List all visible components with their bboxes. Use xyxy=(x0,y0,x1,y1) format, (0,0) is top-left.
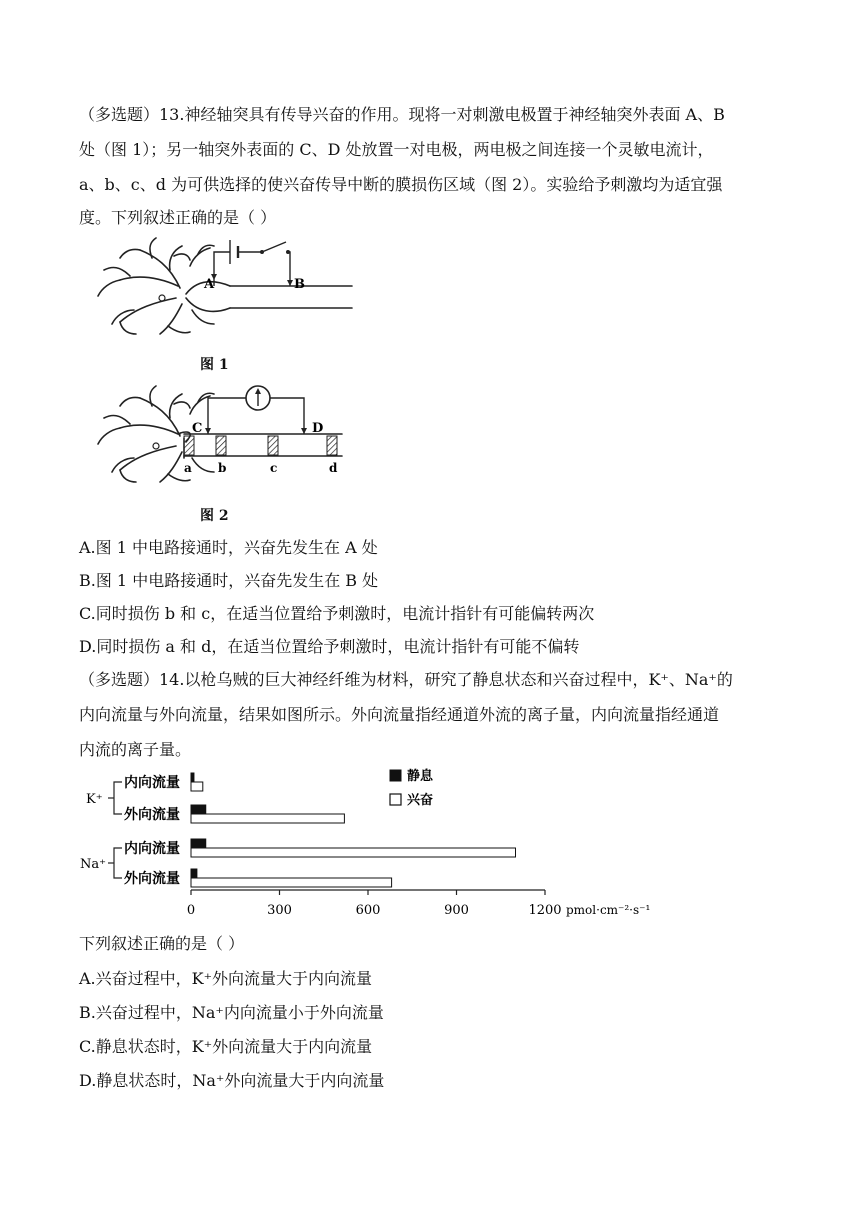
q13-option-c: C.同时损伤 b 和 c，在适当位置给予刺激时，电流计指针有可能偏转两次 xyxy=(79,604,595,623)
figure-1-label-a: A xyxy=(204,277,215,292)
figure-1-neuron-diagram xyxy=(90,236,360,341)
q14-option-d: D.静息状态时，Na⁺外向流量大于内向流量 xyxy=(79,1071,385,1090)
q14-question: 下列叙述正确的是（ ） xyxy=(79,934,245,953)
figure-2-label-c: C xyxy=(192,421,203,436)
x-tick-label-0: 0 xyxy=(186,903,196,918)
figure-1-caption: 图 1 xyxy=(200,357,229,373)
x-tick-label-1: 300 xyxy=(267,903,292,918)
q13-option-a: A.图 1 中电路接通时，兴奋先发生在 A 处 xyxy=(79,538,378,557)
q13-option-d: D.同时损伤 a 和 d，在适当位置给予刺激时，电流计指针有可能不偏转 xyxy=(79,637,580,656)
figure-2-neuron-diagram xyxy=(80,382,350,492)
figure-2-region-d: d xyxy=(329,461,338,475)
legend-swatch-excited xyxy=(390,794,401,805)
bar-resting-2 xyxy=(191,839,206,848)
q14-line-2: 内向流量与外向流量，结果如图所示。外向流量指经通道外流的离子量，内向流量指经通道 xyxy=(79,705,720,724)
bar-excited-2 xyxy=(191,848,516,857)
q13-line-4: 度。下列叙述正确的是（ ） xyxy=(79,208,277,227)
category-label-2: 内向流量 xyxy=(124,841,180,857)
figure-2-region-c: c xyxy=(270,461,278,475)
q13-line-1: （多选题）13.神经轴突具有传导兴奋的作用。现将一对刺激电极置于神经轴突外表面 A、B xyxy=(79,105,725,124)
category-label-0: 内向流量 xyxy=(124,775,180,791)
x-axis-unit: pmol·cm⁻²·s⁻¹ xyxy=(566,903,651,917)
figure-2-region-b: b xyxy=(218,461,227,475)
group-label-k: K⁺ xyxy=(86,792,103,807)
legend-label-excited: 兴奋 xyxy=(407,793,434,808)
q14-option-a: A.兴奋过程中，K⁺外向流量大于内向流量 xyxy=(79,969,373,988)
q14-option-c: C.静息状态时，K⁺外向流量大于内向流量 xyxy=(79,1037,373,1056)
bar-excited-3 xyxy=(191,878,392,887)
x-tick-label-4: 1200 xyxy=(528,903,562,918)
bar-excited-0 xyxy=(191,782,203,791)
bar-excited-1 xyxy=(191,814,344,823)
x-tick-label-2: 600 xyxy=(355,903,381,918)
category-label-3: 外向流量 xyxy=(124,871,180,887)
category-label-1: 外向流量 xyxy=(124,807,180,823)
x-tick-label-3: 900 xyxy=(444,903,469,918)
bar-resting-0 xyxy=(191,773,194,782)
bar-resting-1 xyxy=(191,805,206,814)
q14-line-3: 内流的离子量。 xyxy=(79,740,192,759)
legend-label-resting: 静息 xyxy=(407,769,434,784)
figure-2-region-a: a xyxy=(184,461,192,475)
legend-swatch-resting xyxy=(390,770,401,781)
group-label-na: Na⁺ xyxy=(80,857,106,872)
q13-line-2: 处（图 1）；另一轴突外表面的 C、D 处放置一对电极，两电极之间连接一个灵敏电流计， xyxy=(79,140,714,159)
bar-resting-3 xyxy=(191,869,197,878)
q14-option-b: B.兴奋过程中，Na⁺内向流量小于外向流量 xyxy=(79,1003,384,1022)
figure-2-label-d: D xyxy=(312,421,324,436)
q14-line-1: （多选题）14.以枪乌贼的巨大神经纤维为材料，研究了静息状态和兴奋过程中，K⁺、Na⁺的 xyxy=(79,670,733,689)
figure-1-label-b: B xyxy=(294,277,305,292)
q13-option-b: B.图 1 中电路接通时，兴奋先发生在 B 处 xyxy=(79,571,379,590)
ion-flux-bar-chart xyxy=(80,764,680,924)
figure-2-caption: 图 2 xyxy=(200,508,229,524)
q13-line-3: a、b、c、d 为可供选择的使兴奋传导中断的膜损伤区域（图 2）。实验给予刺激均为适宜强 xyxy=(79,175,723,194)
